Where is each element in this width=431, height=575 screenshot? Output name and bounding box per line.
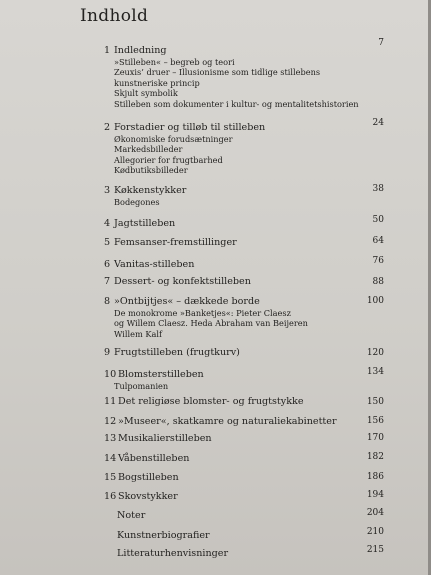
chapter-number: 9 bbox=[104, 347, 111, 358]
chapter-title: »Museer«, skatkamre og naturaliekabinetter bbox=[118, 416, 337, 427]
toc-entry bbox=[104, 453, 384, 465]
page-number: 7 bbox=[378, 38, 384, 48]
page-number: 100 bbox=[366, 296, 384, 306]
toc-entry-heading bbox=[104, 396, 384, 408]
chapter-number: 15 bbox=[104, 472, 117, 483]
chapter-number: 2 bbox=[104, 122, 111, 133]
toc-entry bbox=[104, 259, 384, 271]
toc-entry bbox=[104, 491, 384, 503]
subsection: og Willem Claesz. Heda Abraham van Beijeren bbox=[114, 318, 308, 329]
chapter-title: Bogstilleben bbox=[118, 472, 179, 483]
subsection: Økonomiske forudsætninger bbox=[114, 134, 233, 144]
page-number: 182 bbox=[366, 452, 384, 462]
subsection: Stilleben som dokumenter i kultur- og mentalitetshistorien bbox=[114, 98, 359, 109]
chapter-number: 13 bbox=[104, 433, 117, 444]
chapter-number: 16 bbox=[104, 491, 117, 502]
toc-entry-heading bbox=[104, 237, 384, 249]
subsection: Zeuxis’ druer – Illusionisme som tidlige stillebens bbox=[114, 67, 321, 78]
page-number: 50 bbox=[372, 215, 384, 225]
chapter-number: 5 bbox=[104, 237, 111, 248]
toc-entry-heading bbox=[104, 259, 384, 271]
toc-entry-heading bbox=[104, 347, 384, 359]
chapter-title: Forstadier og tilløb til stilleben bbox=[114, 122, 266, 133]
toc-entry-heading bbox=[104, 185, 384, 197]
page-number: 76 bbox=[372, 256, 384, 266]
page-number: 210 bbox=[366, 527, 384, 537]
chapter-title: Våbenstilleben bbox=[118, 453, 190, 464]
toc-entry-heading bbox=[104, 122, 384, 134]
toc-entry-heading bbox=[104, 45, 384, 57]
page-number: 215 bbox=[366, 545, 384, 555]
chapter-title: Litteraturhenvisninger bbox=[117, 548, 229, 559]
chapter-title: Dessert- og konfektstilleben bbox=[114, 276, 251, 287]
toc-entry bbox=[104, 416, 384, 428]
page-number: 88 bbox=[372, 277, 384, 287]
subsection: Kødbutiksbilleder bbox=[114, 165, 188, 176]
chapter-title: Indledning bbox=[114, 45, 167, 56]
toc-entry-heading bbox=[104, 276, 384, 288]
toc-entry bbox=[104, 296, 384, 339]
chapter-number: 10 bbox=[104, 369, 117, 380]
toc-entry-heading bbox=[104, 433, 384, 445]
subsection: Tulpomanien bbox=[114, 381, 169, 391]
toc-entry bbox=[104, 396, 384, 408]
toc-entry bbox=[104, 237, 384, 249]
page-number: 170 bbox=[366, 433, 384, 443]
toc-entry bbox=[104, 433, 384, 445]
toc-entry bbox=[104, 45, 384, 109]
chapter-number: 3 bbox=[104, 185, 111, 196]
subsection: Markedsbilleder bbox=[114, 144, 183, 155]
page-number: 134 bbox=[366, 367, 384, 377]
subsection: De monokrome »Banketjes«: Pieter Claesz bbox=[114, 308, 291, 318]
chapter-title: Kunstnerbiografier bbox=[117, 530, 210, 541]
chapter-title: »Ontbijtjes« – dækkede borde bbox=[114, 296, 260, 307]
toc-entry-heading bbox=[104, 416, 384, 428]
chapter-number: 7 bbox=[104, 276, 111, 287]
chapter-number: 1 bbox=[104, 45, 111, 56]
page-number: 150 bbox=[366, 397, 384, 407]
chapter-title: Musikalierstilleben bbox=[118, 433, 212, 444]
toc-entry-heading bbox=[104, 218, 384, 230]
page-number: 120 bbox=[366, 348, 384, 358]
page-number: 24 bbox=[372, 118, 384, 128]
subsection: »Stilleben« – begreb og teori bbox=[114, 57, 235, 67]
subsection: kunstneriske princip bbox=[114, 77, 200, 88]
chapter-title: Skovstykker bbox=[118, 491, 178, 502]
page-number: 186 bbox=[366, 472, 384, 482]
chapter-number: 12 bbox=[104, 416, 117, 427]
toc-entry-heading bbox=[104, 491, 384, 503]
page-number: 64 bbox=[372, 236, 384, 246]
chapter-title: Blomsterstilleben bbox=[118, 369, 204, 380]
toc-entry bbox=[104, 472, 384, 484]
chapter-number: 4 bbox=[104, 218, 111, 229]
chapter-title: Vanitas-stilleben bbox=[114, 259, 195, 270]
subsection: Bodegones bbox=[114, 197, 160, 207]
subsection: Allegorier for frugtbarhed bbox=[114, 154, 223, 165]
chapter-number: 8 bbox=[104, 296, 111, 307]
chapter-title: Det religiøse blomster- og frugtstykke bbox=[118, 396, 304, 407]
page-title: Indhold bbox=[80, 6, 149, 26]
toc-entry-heading bbox=[104, 296, 384, 308]
toc-entry bbox=[104, 276, 384, 288]
page-number: 156 bbox=[366, 416, 384, 426]
toc-entry bbox=[104, 369, 384, 391]
toc-entry-heading bbox=[104, 453, 384, 465]
chapter-number: 14 bbox=[104, 453, 117, 464]
chapter-title: Jagtstilleben bbox=[114, 218, 176, 229]
subsection: Willem Kalf bbox=[114, 328, 162, 339]
toc-entry-heading bbox=[104, 369, 384, 381]
chapter-title: Frugtstilleben (frugtkurv) bbox=[114, 347, 240, 358]
chapter-number: 11 bbox=[104, 396, 117, 407]
chapter-title: Noter bbox=[117, 510, 146, 521]
toc-entry-heading bbox=[104, 472, 384, 484]
toc-entry bbox=[104, 347, 384, 359]
toc-entry bbox=[104, 122, 384, 176]
page-number: 194 bbox=[366, 490, 384, 500]
chapter-number: 6 bbox=[104, 259, 111, 270]
toc-entry bbox=[104, 218, 384, 230]
page-number: 38 bbox=[372, 184, 384, 194]
subsection: Skjult symbolik bbox=[114, 88, 178, 99]
chapter-title: Femsanser-fremstillinger bbox=[114, 237, 237, 248]
chapter-title: Køkkenstykker bbox=[114, 185, 187, 196]
toc-entry bbox=[104, 185, 384, 207]
page-number: 204 bbox=[366, 508, 384, 518]
